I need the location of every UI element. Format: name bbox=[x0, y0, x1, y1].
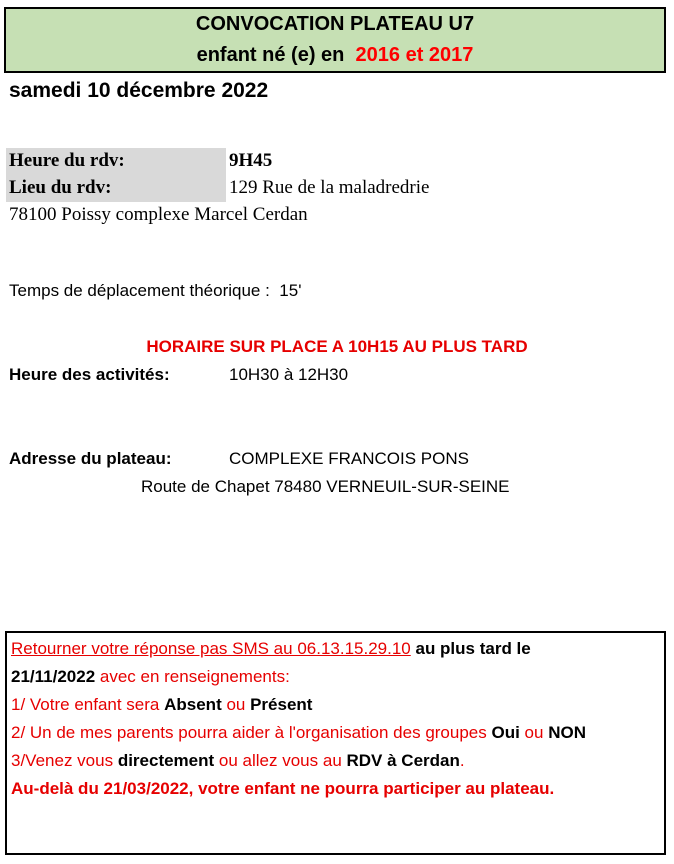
option-rdv-cerdan: RDV à Cerdan bbox=[346, 751, 460, 770]
rdv-place-line2: 78100 Poissy complexe Marcel Cerdan bbox=[9, 204, 308, 225]
option-non: NON bbox=[548, 723, 586, 742]
reply-info-intro: avec en renseignements: bbox=[95, 667, 290, 686]
reply-q2-or: ou bbox=[519, 723, 549, 742]
reply-deadline-intro: au plus tard le bbox=[410, 639, 531, 658]
reply-line-3 bbox=[11, 695, 312, 715]
reply-line-5 bbox=[11, 751, 465, 771]
arrival-notice: HORAIRE SUR PLACE A 10H15 AU PLUS TARD bbox=[146, 337, 528, 356]
page-subtitle bbox=[6, 44, 664, 67]
reply-line-1 bbox=[11, 639, 531, 659]
travel-time-label: Temps de déplacement théorique : bbox=[9, 281, 270, 300]
rdv-place-line1: 129 Rue de la maladredrie bbox=[229, 177, 430, 198]
reply-line-4 bbox=[11, 723, 586, 743]
reply-q1-or: ou bbox=[221, 695, 251, 714]
rdv-time-value: 9H45 bbox=[229, 150, 273, 171]
rdv-place-label: Lieu du rdv: bbox=[9, 177, 112, 198]
reply-warning: Au-delà du 21/03/2022, votre enfant ne pourra participer au plateau. bbox=[11, 779, 555, 798]
venue-address: Route de Chapet 78480 VERNEUIL-SUR-SEINE bbox=[141, 477, 510, 496]
option-absent: Absent bbox=[164, 695, 222, 714]
reply-line-2 bbox=[11, 667, 290, 687]
event-date: samedi 10 décembre 2022 bbox=[9, 79, 269, 102]
venue-name: COMPLEXE FRANCOIS PONS bbox=[229, 449, 469, 468]
rdv-time-label: Heure du rdv: bbox=[9, 150, 125, 171]
header-banner bbox=[4, 7, 666, 73]
travel-time-value: 15' bbox=[279, 281, 302, 300]
sms-reply-link[interactable]: Retourner votre réponse pas SMS au 06.13.15.29.10 bbox=[11, 639, 411, 658]
subtitle-prefix: enfant né (e) en bbox=[196, 44, 345, 66]
subtitle-years: 2016 et 2017 bbox=[355, 44, 474, 66]
reply-deadline-date: 21/11/2022 bbox=[11, 667, 96, 686]
venue-label: Adresse du plateau: bbox=[9, 449, 172, 468]
reply-q3-end: . bbox=[459, 751, 465, 770]
reply-q3-text: 3/Venez vous bbox=[11, 751, 118, 770]
reply-instructions-box bbox=[5, 631, 666, 855]
reply-q2-text: 2/ Un de mes parents pourra aider à l'organisation des groupes bbox=[11, 723, 492, 742]
reply-q3-mid: ou allez vous au bbox=[214, 751, 347, 770]
activities-value: 10H30 à 12H30 bbox=[229, 365, 349, 384]
option-oui: Oui bbox=[491, 723, 520, 742]
option-directement: directement bbox=[117, 751, 215, 770]
activities-label: Heure des activités: bbox=[9, 365, 170, 384]
reply-q1-text: 1/ Votre enfant sera bbox=[11, 695, 165, 714]
page-title: CONVOCATION PLATEAU U7 bbox=[195, 13, 475, 35]
option-present: Présent bbox=[250, 695, 313, 714]
travel-time bbox=[9, 281, 301, 301]
